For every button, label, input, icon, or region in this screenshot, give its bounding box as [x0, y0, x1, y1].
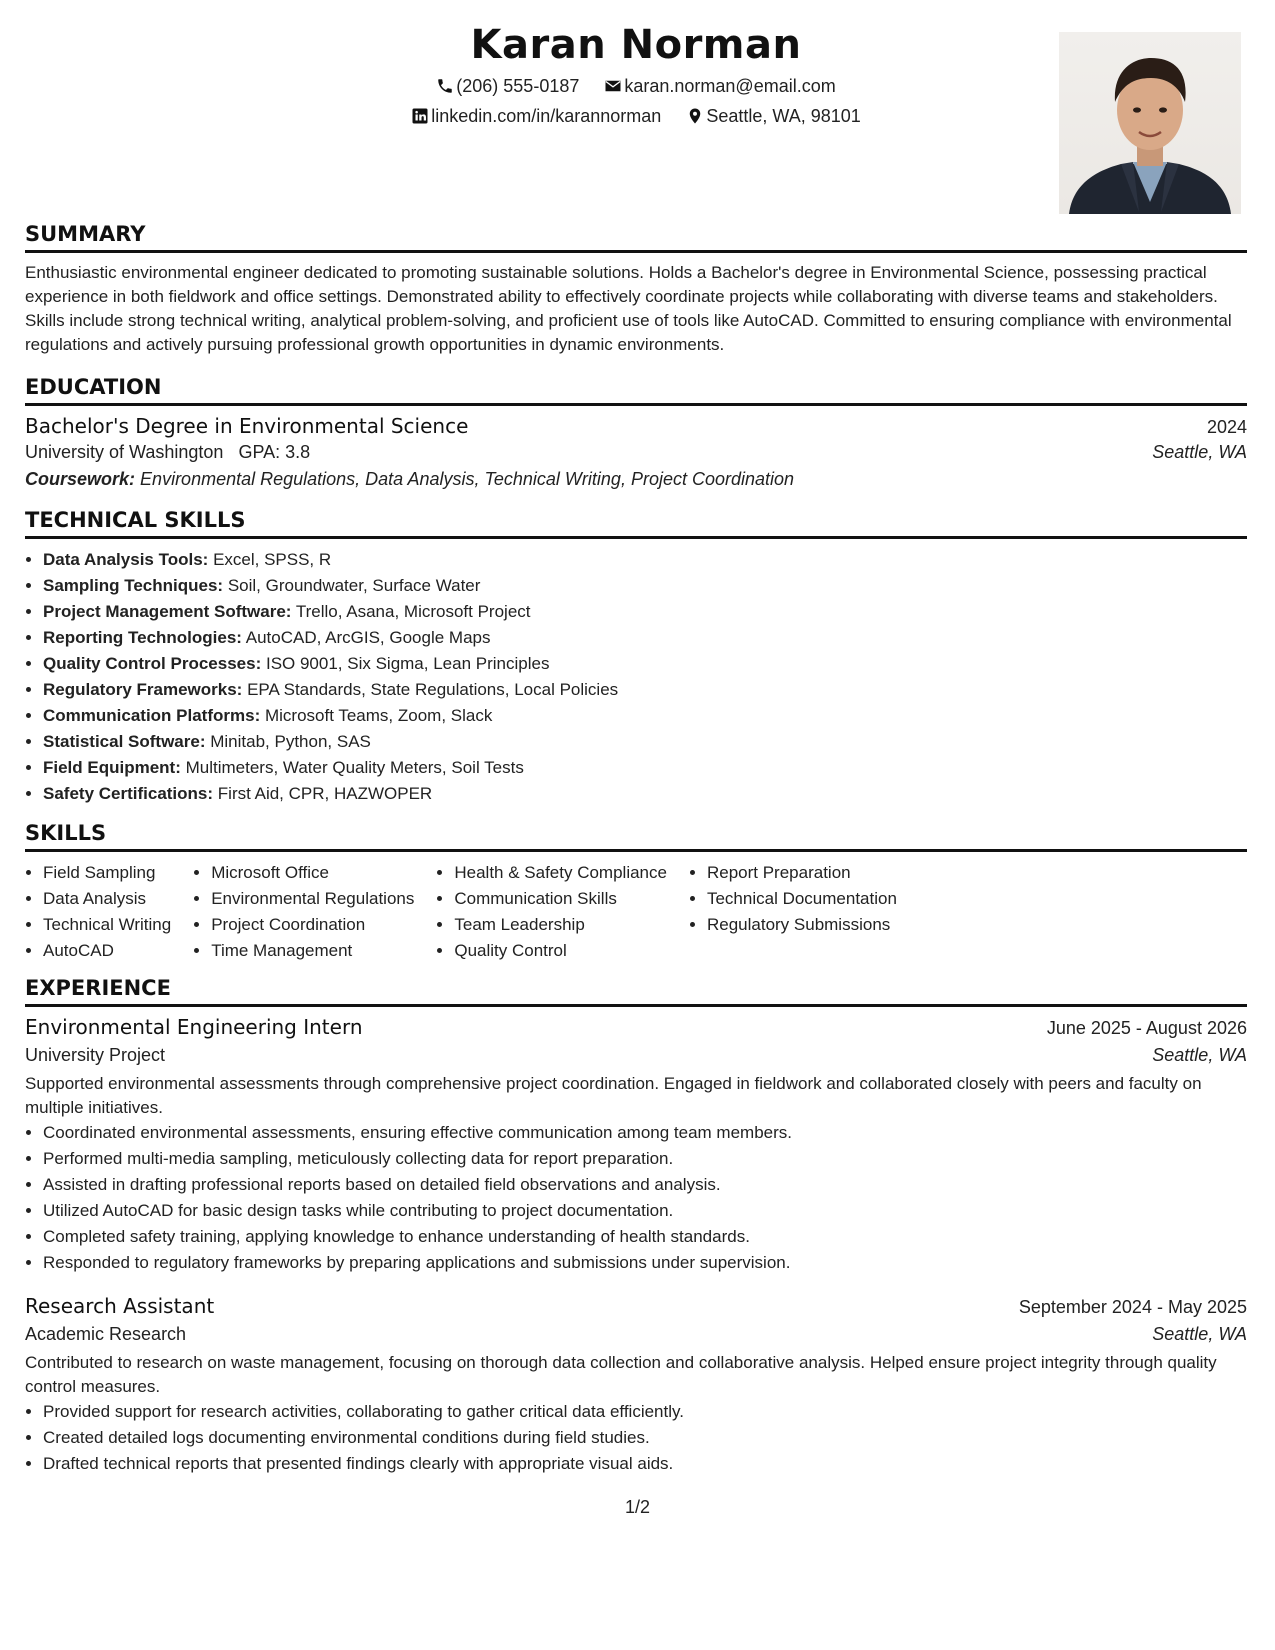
skills-heading: SKILLS [25, 821, 1247, 852]
education-row-2 [25, 442, 1247, 463]
skills-column-4 [689, 860, 897, 964]
phone-text: (206) 555-0187 [456, 76, 580, 96]
page-number: 1/2 [624, 1497, 651, 1517]
linkedin-item[interactable] [411, 106, 661, 127]
school-line [25, 442, 310, 463]
skills-column-2 [193, 860, 414, 964]
skill-value: First Aid, CPR, HAZWOPER [217, 784, 433, 803]
skill-value: Microsoft Teams, Zoom, Slack [264, 706, 493, 725]
skill-value: Multimeters, Water Quality Meters, Soil Tests [185, 758, 524, 777]
profile-photo [1059, 32, 1241, 214]
summary-text: Enthusiastic environmental engineer dedicated to promoting sustainable solutions. Holds a Bachelor's degree in Environmental Science, possessing practical experience in both fieldwork and office settings. Demonstrated ability to effectively coordinate projects while collaborating with diverse teams and stakeholders. Skills include strong technical writing, analytical problem-solving, and proficient use of tools like AutoCAD. Committed to ensuring compliance with environmental regulations and actively pursuing professional growth opportunities in dynamic environments. [25, 263, 1232, 354]
list-item: • Utilized AutoCAD for basic design tasks while contributing to project documentation. [43, 1198, 1247, 1224]
education-row-1 [25, 414, 1247, 438]
school-name: University of Washington [25, 442, 224, 462]
skill-value: AutoCAD, ArcGIS, Google Maps [245, 628, 491, 647]
list-item: • Project Coordination [211, 912, 414, 938]
list-item: • Responded to regulatory frameworks by preparing applications and submissions under supervision. [43, 1250, 1247, 1276]
list-item: • Drafted technical reports that presented findings clearly with appropriate visual aids. [43, 1451, 1247, 1477]
skill-value: ISO 9001, Six Sigma, Lean Principles [265, 654, 550, 673]
job-org: Academic Research [25, 1324, 187, 1344]
experience-heading: EXPERIENCE [25, 976, 1247, 1007]
job-bullets [25, 1120, 1247, 1276]
skill-label: Safety Certifications: [43, 784, 214, 803]
list-item: • Report Preparation [707, 860, 897, 886]
job-org: University Project [25, 1045, 166, 1065]
skill-label: Regulatory Frameworks: [43, 680, 243, 699]
list-item: • Provided support for research activities, collaborating to gather critical data efficiently. [43, 1399, 1247, 1425]
skills-column-1 [25, 860, 171, 964]
resume-header [25, 22, 1247, 222]
degree-title: Bachelor's Degree in Environmental Science [25, 414, 469, 438]
envelope-icon [604, 77, 622, 95]
job-location: Seattle, WA [1152, 1324, 1247, 1344]
email-text[interactable]: karan.norman@email.com [624, 76, 836, 96]
coursework-list: Environmental Regulations, Data Analysis, Technical Writing, Project Coordination [140, 469, 795, 489]
coursework-label: Coursework: [25, 469, 136, 489]
job-bullets [25, 1399, 1247, 1477]
job-title: Environmental Engineering Intern [25, 1015, 363, 1039]
list-item: • Technical Writing [43, 912, 171, 938]
job-subheader [25, 1324, 1247, 1345]
skill-label: Data Analysis Tools: [43, 550, 209, 569]
skills-column-3 [436, 860, 667, 964]
job-location: Seattle, WA [1152, 1045, 1247, 1065]
list-item [43, 781, 1247, 807]
job-subheader [25, 1045, 1247, 1066]
job-description: Contributed to research on waste management, focusing on thorough data collection and collaborative analysis. Helped ensure project integrity through quality control measures. [25, 1353, 1217, 1396]
list-item: • Regulatory Submissions [707, 912, 897, 938]
linkedin-text[interactable]: linkedin.com/in/karannorman [431, 106, 662, 126]
skills-section [25, 821, 1247, 964]
job-title: Research Assistant [25, 1294, 215, 1318]
list-item: • Quality Control [454, 938, 667, 964]
skill-label: Quality Control Processes: [43, 654, 262, 673]
list-item: • Microsoft Office [211, 860, 414, 886]
list-item [43, 729, 1247, 755]
skill-label: Communication Platforms: [43, 706, 261, 725]
skill-value: Trello, Asana, Microsoft Project [295, 602, 531, 621]
list-item: • Health & Safety Compliance [454, 860, 667, 886]
list-item: • AutoCAD [43, 938, 171, 964]
job-dates: September 2024 - May 2025 [1018, 1297, 1247, 1317]
list-item: • Performed multi-media sampling, meticulously collecting data for report preparation. [43, 1146, 1247, 1172]
list-item [43, 755, 1247, 781]
education-section [25, 375, 1247, 490]
resume-page [25, 22, 1247, 1477]
gpa: GPA: 3.8 [238, 442, 311, 462]
phone-icon [436, 77, 454, 95]
skill-label: Field Equipment: [43, 758, 181, 777]
list-item [43, 625, 1247, 651]
technical-skills-heading: TECHNICAL SKILLS [25, 508, 1247, 539]
skill-value: Soil, Groundwater, Surface Water [227, 576, 481, 595]
email-item[interactable] [604, 76, 835, 97]
skill-label: Sampling Techniques: [43, 576, 224, 595]
phone-item [436, 76, 579, 97]
skill-value: Minitab, Python, SAS [210, 732, 371, 751]
list-item: • Completed safety training, applying knowledge to enhance understanding of health standards. [43, 1224, 1247, 1250]
summary-section [25, 222, 1247, 357]
summary-heading: SUMMARY [25, 222, 1247, 253]
location-item [686, 106, 860, 127]
list-item [43, 703, 1247, 729]
skill-value: Excel, SPSS, R [213, 550, 332, 569]
skills-grid [25, 860, 1247, 964]
job-header [25, 1015, 1247, 1039]
list-item [43, 677, 1247, 703]
experience-section [25, 976, 1247, 1477]
graduation-year: 2024 [1206, 417, 1247, 437]
school-location: Seattle, WA [1152, 442, 1247, 462]
skill-label: Project Management Software: [43, 602, 292, 621]
location-text: Seattle, WA, 98101 [706, 106, 861, 126]
skill-label: Statistical Software: [43, 732, 206, 751]
education-heading: EDUCATION [25, 375, 1247, 406]
list-item: • Field Sampling [43, 860, 171, 886]
portrait-illustration [1059, 32, 1241, 214]
list-item: • Assisted in drafting professional reports based on detailed field observations and analysis. [43, 1172, 1247, 1198]
list-item: • Technical Documentation [707, 886, 897, 912]
technical-skills-section [25, 508, 1247, 807]
list-item [43, 651, 1247, 677]
linkedin-icon [411, 107, 429, 125]
list-item [43, 599, 1247, 625]
list-item [43, 573, 1247, 599]
job-dates: June 2025 - August 2026 [1046, 1018, 1247, 1038]
candidate-name: Karan Norman [470, 22, 802, 68]
list-item [43, 547, 1247, 573]
list-item: • Environmental Regulations [211, 886, 414, 912]
technical-skills-list [25, 547, 1247, 807]
list-item: • Coordinated environmental assessments, ensuring effective communication among team members. [43, 1120, 1247, 1146]
skill-label: Reporting Technologies: [43, 628, 242, 647]
job-entry-1 [25, 1015, 1247, 1276]
skill-value: EPA Standards, State Regulations, Local Policies [247, 680, 619, 699]
map-pin-icon [686, 107, 704, 125]
list-item: • Communication Skills [454, 886, 667, 912]
list-item: • Team Leadership [454, 912, 667, 938]
list-item: • Time Management [211, 938, 414, 964]
coursework-line [25, 469, 1247, 490]
job-header [25, 1294, 1247, 1318]
job-description: Supported environmental assessments through comprehensive project coordination. Engaged in fieldwork and collaborated closely with peers and faculty on multiple initiatives. [25, 1074, 1202, 1117]
list-item: • Created detailed logs documenting environmental conditions during field studies. [43, 1425, 1247, 1451]
job-entry-2 [25, 1294, 1247, 1477]
list-item: • Data Analysis [43, 886, 171, 912]
